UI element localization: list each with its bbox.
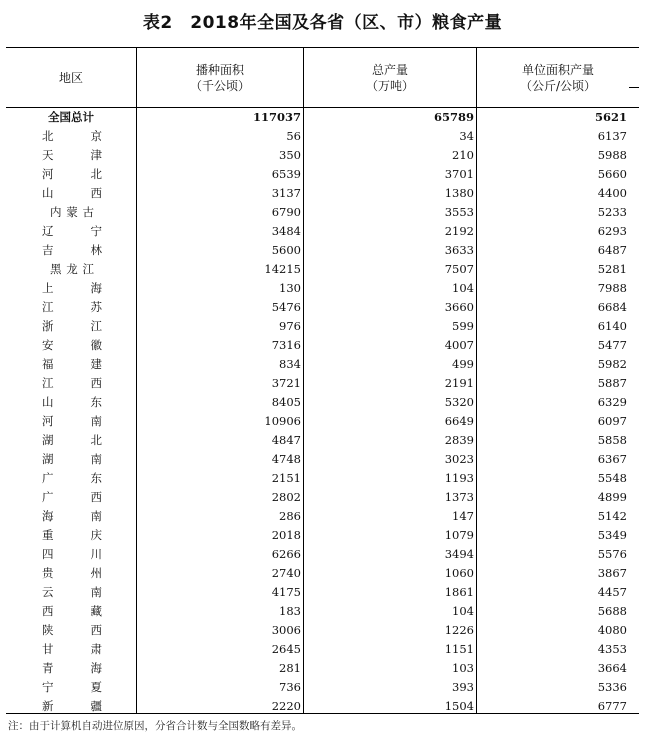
table-row [6, 127, 639, 146]
table-row [6, 507, 639, 526]
total-output-value: 104 [452, 604, 474, 618]
yield-value: 5621 [594, 110, 627, 124]
total-output-value: 393 [452, 680, 474, 694]
total-output-value: 1373 [444, 490, 474, 504]
total-output-value: 3553 [444, 205, 474, 219]
total-output-value: 103 [452, 661, 474, 675]
total-output-value: 499 [452, 357, 474, 371]
table-row [6, 697, 639, 716]
table-row [6, 526, 639, 545]
region-name: 浙 江 [42, 319, 102, 333]
sown-area-value: 350 [279, 148, 301, 162]
yield-value: 5336 [597, 680, 627, 694]
table-row [6, 279, 639, 298]
sown-area-value: 3006 [271, 623, 301, 637]
region-name: 安 徽 [42, 338, 102, 352]
total-output-value: 210 [452, 148, 474, 162]
yield-value: 5688 [597, 604, 627, 618]
yield-value: 5349 [597, 528, 627, 542]
region-name: 海 南 [42, 509, 102, 523]
total-output-value: 1193 [444, 471, 474, 485]
yield-value: 5233 [597, 205, 627, 219]
total-output-value: 34 [459, 129, 474, 143]
sown-area-value: 6266 [271, 547, 301, 561]
sown-area-value: 4175 [271, 585, 301, 599]
sown-area-value: 117037 [252, 110, 301, 124]
yield-value: 5477 [597, 338, 627, 352]
header-dash-mark [629, 87, 639, 88]
yield-value: 7988 [597, 281, 627, 295]
yield-value: 6137 [597, 129, 627, 143]
table-row [6, 583, 639, 602]
sown-area-value: 3484 [271, 224, 301, 238]
region-name: 北 京 [42, 129, 102, 143]
region-name: 黑 龙 江 [50, 262, 94, 276]
total-output-value: 2191 [444, 376, 474, 390]
yield-value: 5660 [597, 167, 627, 181]
region-name: 江 苏 [42, 300, 102, 314]
header-yield [477, 48, 639, 107]
sown-area-value: 3721 [271, 376, 301, 390]
region-name: 湖 南 [42, 452, 102, 466]
region-name: 甘 肃 [42, 642, 102, 656]
table-row [6, 222, 639, 241]
yield-value: 4080 [597, 623, 627, 637]
sown-area-value: 4847 [271, 433, 301, 447]
header-total-output [304, 48, 476, 107]
region-name: 江 西 [42, 376, 102, 390]
region-name: 湖 北 [42, 433, 102, 447]
table-row [6, 355, 639, 374]
sown-area-value: 3137 [271, 186, 301, 200]
sown-area-value: 281 [279, 661, 301, 675]
yield-value: 6293 [597, 224, 627, 238]
sown-area-value: 976 [279, 319, 301, 333]
sown-area-value: 4748 [271, 452, 301, 466]
total-output-value: 599 [452, 319, 474, 333]
header-total-output-unit: （万吨） [365, 78, 414, 93]
total-output-value: 1151 [444, 642, 474, 656]
header-sown-area-label: 播种面积 [195, 62, 244, 77]
yield-value: 4400 [597, 186, 627, 200]
sown-area-value: 14215 [264, 262, 301, 276]
region-name: 新 疆 [42, 699, 102, 713]
sown-area-value: 7316 [271, 338, 301, 352]
yield-value: 5576 [597, 547, 627, 561]
table-row [6, 165, 639, 184]
sown-area-value: 2220 [271, 699, 301, 713]
region-name: 内 蒙 古 [50, 205, 94, 219]
total-output-value: 1060 [444, 566, 474, 580]
total-output-value: 3494 [444, 547, 474, 561]
yield-value: 3867 [597, 566, 627, 580]
region-name: 广 东 [42, 471, 102, 485]
yield-value: 4457 [597, 585, 627, 599]
yield-value: 5281 [597, 262, 627, 276]
table-row [6, 298, 639, 317]
total-output-value: 147 [452, 509, 474, 523]
sown-area-value: 56 [286, 129, 301, 143]
total-output-value: 5320 [444, 395, 474, 409]
total-output-value: 4007 [444, 338, 474, 352]
yield-value: 6140 [597, 319, 627, 333]
table-row [6, 564, 639, 583]
table-row [6, 241, 639, 260]
table-row [6, 450, 639, 469]
header-yield-unit: （公斤/公顷） [519, 78, 597, 93]
sown-area-value: 130 [279, 281, 301, 295]
total-output-value: 1380 [444, 186, 474, 200]
total-output-value: 3701 [444, 167, 474, 181]
table-row [6, 260, 639, 279]
table-row [6, 146, 639, 165]
table-title: 表2 2018年全国及各省（区、市）粮食产量 [142, 13, 503, 33]
total-output-value: 104 [452, 281, 474, 295]
sown-area-value: 2151 [271, 471, 301, 485]
region-name: 广 西 [42, 490, 102, 504]
region-name: 西 藏 [42, 604, 102, 618]
yield-value: 5858 [597, 433, 627, 447]
table-row [6, 621, 639, 640]
sown-area-value: 10906 [264, 414, 301, 428]
table-row [6, 602, 639, 621]
yield-value: 6367 [597, 452, 627, 466]
table-row [6, 336, 639, 355]
total-output-value: 3023 [444, 452, 474, 466]
total-output-value: 2839 [444, 433, 474, 447]
table-row [6, 488, 639, 507]
sown-area-value: 2018 [271, 528, 301, 542]
table-row-total [6, 108, 639, 127]
table-row [6, 545, 639, 564]
table-body [6, 108, 639, 716]
sown-area-value: 5476 [271, 300, 301, 314]
table-row [6, 431, 639, 450]
sown-area-value: 5600 [271, 243, 301, 257]
table-row [6, 412, 639, 431]
table-row [6, 203, 639, 222]
yield-value: 4899 [597, 490, 627, 504]
yield-value: 5142 [597, 509, 627, 523]
yield-value: 4353 [597, 642, 627, 656]
header-sown-area [137, 48, 303, 107]
sown-area-value: 6539 [271, 167, 301, 181]
total-output-value: 6649 [444, 414, 474, 428]
yield-value: 5982 [597, 357, 627, 371]
yield-value: 6487 [597, 243, 627, 257]
footnote: 注：由于计算机自动进位原因，分省合计数与全国数略有差异。 [8, 720, 302, 732]
sown-area-value: 286 [279, 509, 301, 523]
region-name: 全国总计 [48, 110, 94, 124]
table-row [6, 184, 639, 203]
header-region-label: 地区 [58, 70, 83, 85]
total-output-value: 1079 [444, 528, 474, 542]
sown-area-value: 183 [279, 604, 301, 618]
region-name: 陕 西 [42, 623, 102, 637]
region-name: 吉 林 [42, 243, 102, 257]
yield-value: 5988 [597, 148, 627, 162]
table-row [6, 374, 639, 393]
table-row [6, 659, 639, 678]
total-output-value: 1861 [444, 585, 474, 599]
table-row [6, 678, 639, 697]
sown-area-value: 2802 [271, 490, 301, 504]
yield-value: 6329 [597, 395, 627, 409]
yield-value: 6684 [597, 300, 627, 314]
total-output-value: 7507 [444, 262, 474, 276]
total-output-value: 1504 [444, 699, 474, 713]
region-name: 云 南 [42, 585, 102, 599]
sown-area-value: 736 [279, 680, 301, 694]
region-name: 山 西 [42, 186, 102, 200]
yield-value: 6777 [597, 699, 627, 713]
region-name: 辽 宁 [42, 224, 102, 238]
sown-area-value: 834 [279, 357, 301, 371]
region-name: 河 北 [42, 167, 102, 181]
region-name: 福 建 [42, 357, 102, 371]
region-name: 贵 州 [42, 566, 102, 580]
region-name: 重 庆 [42, 528, 102, 542]
header-region [6, 48, 136, 107]
header-yield-label: 单位面积产量 [521, 62, 594, 77]
table-row [6, 640, 639, 659]
sown-area-value: 2740 [271, 566, 301, 580]
table-row [6, 469, 639, 488]
total-output-value: 3660 [444, 300, 474, 314]
sown-area-value: 2645 [271, 642, 301, 656]
table-row [6, 393, 639, 412]
region-name: 河 南 [42, 414, 102, 428]
total-output-value: 1226 [444, 623, 474, 637]
region-name: 四 川 [42, 547, 102, 561]
header-total-output-label: 总产量 [371, 62, 408, 77]
region-name: 宁 夏 [42, 680, 102, 694]
sown-area-value: 8405 [271, 395, 301, 409]
yield-value: 5548 [597, 471, 627, 485]
yield-value: 3664 [597, 661, 627, 675]
yield-value: 6097 [597, 414, 627, 428]
yield-value: 5887 [597, 376, 627, 390]
total-output-value: 2192 [444, 224, 474, 238]
total-output-value: 65789 [433, 110, 474, 124]
region-name: 天 津 [42, 148, 102, 162]
region-name: 山 东 [42, 395, 102, 409]
region-name: 青 海 [42, 661, 102, 675]
table-row [6, 317, 639, 336]
region-name: 上 海 [42, 281, 102, 295]
total-output-value: 3633 [444, 243, 474, 257]
sown-area-value: 6790 [271, 205, 301, 219]
header-sown-area-unit: （千公顷） [189, 78, 250, 93]
